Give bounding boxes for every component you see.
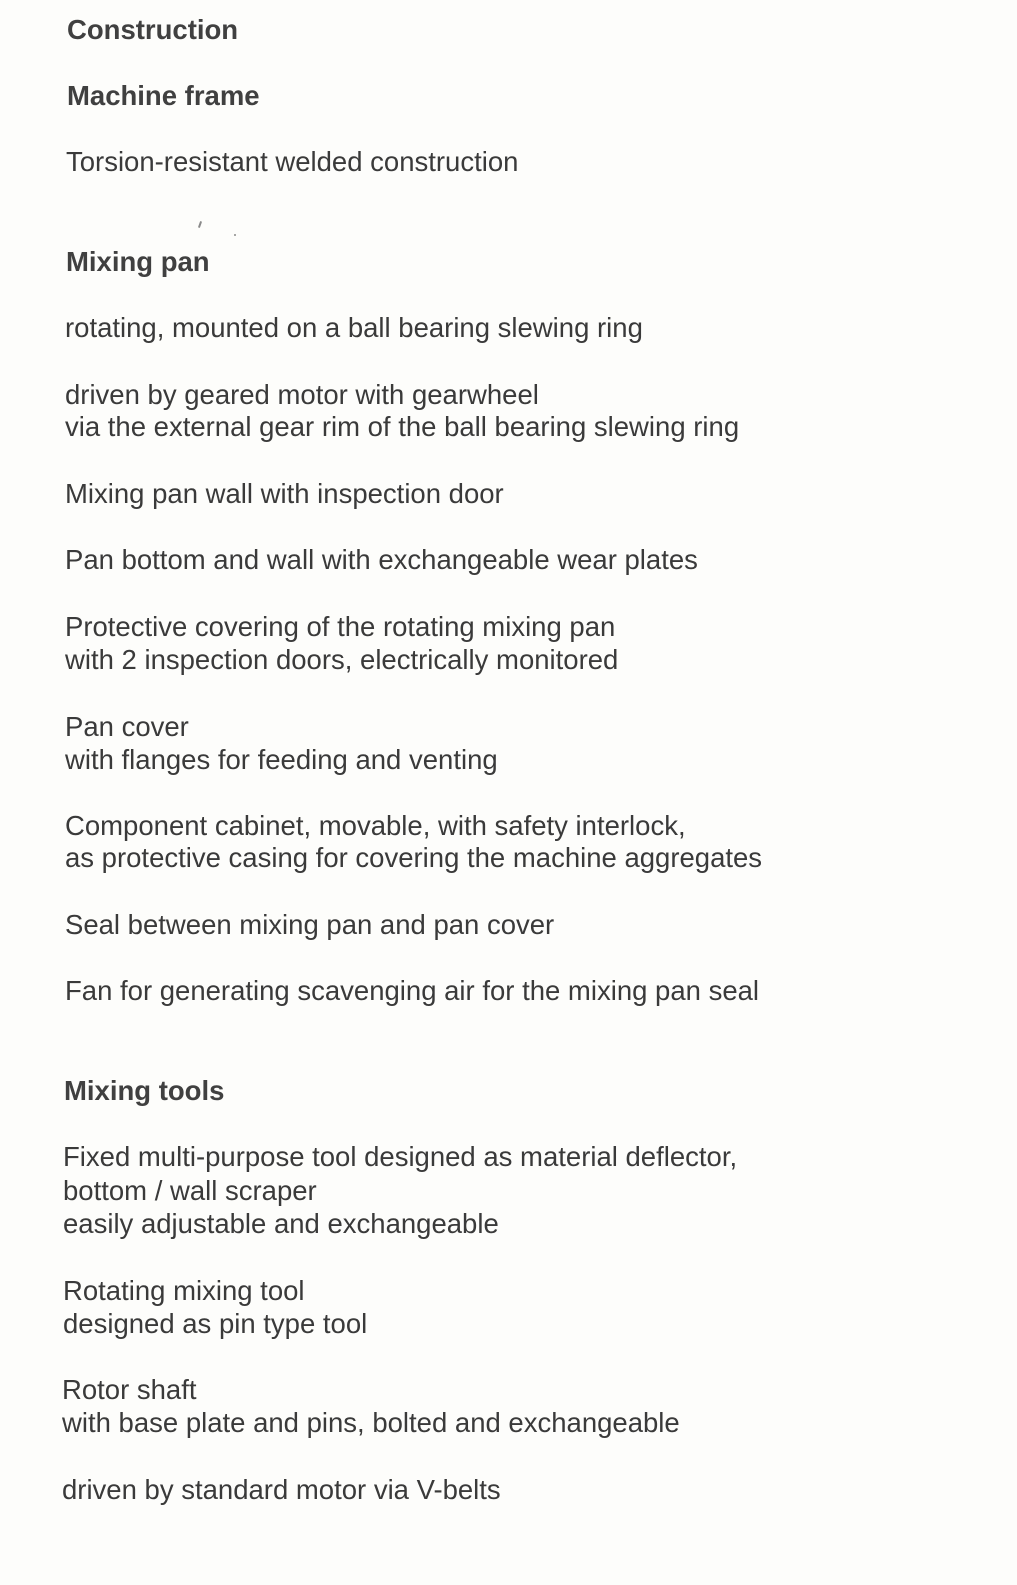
scan-mark [198, 221, 202, 228]
paragraph-line: via the external gear rim of the ball bearing slewing ring [65, 411, 740, 442]
paragraph-line: driven by geared motor with gearwheel [65, 379, 539, 410]
paragraph-line: Seal between mixing pan and pan cover [65, 909, 555, 940]
paragraph-line: Torsion-resistant welded construction [66, 146, 519, 177]
section-heading-mixing-tools: Mixing tools [64, 1075, 225, 1106]
paragraph-line: rotating, mounted on a ball bearing slewing ring [65, 312, 643, 343]
section-heading-mixing-pan: Mixing pan [66, 246, 210, 277]
paragraph-line: Fixed multi-purpose tool designed as material deflector, [63, 1141, 738, 1172]
paragraph-line: bottom / wall scraper [63, 1175, 317, 1206]
paragraph-line: easily adjustable and exchangeable [63, 1208, 499, 1239]
paragraph-line: Component cabinet, movable, with safety interlock, [65, 810, 686, 841]
paragraph-line: driven by standard motor via V-belts [62, 1474, 501, 1505]
paragraph-line: Fan for generating scavenging air for the mixing pan seal [65, 975, 760, 1006]
section-heading-machine-frame: Machine frame [67, 80, 260, 111]
paragraph-line: Pan cover [65, 711, 189, 742]
document-title: Construction [67, 14, 239, 45]
scan-mark [234, 234, 236, 236]
paragraph-line: Rotor shaft [62, 1374, 197, 1405]
paragraph-line: designed as pin type tool [63, 1308, 368, 1339]
paragraph-line: Mixing pan wall with inspection door [65, 478, 504, 509]
paragraph-line: with base plate and pins, bolted and exchangeable [62, 1407, 680, 1438]
paragraph-line: as protective casing for covering the machine aggregates [65, 842, 763, 873]
paragraph-line: Rotating mixing tool [63, 1275, 305, 1306]
paragraph-line: Pan bottom and wall with exchangeable wear plates [65, 544, 698, 575]
paragraph-line: with 2 inspection doors, electrically monitored [65, 644, 619, 675]
paragraph-line: Protective covering of the rotating mixing pan [65, 611, 616, 642]
paragraph-line: with flanges for feeding and venting [65, 744, 498, 775]
